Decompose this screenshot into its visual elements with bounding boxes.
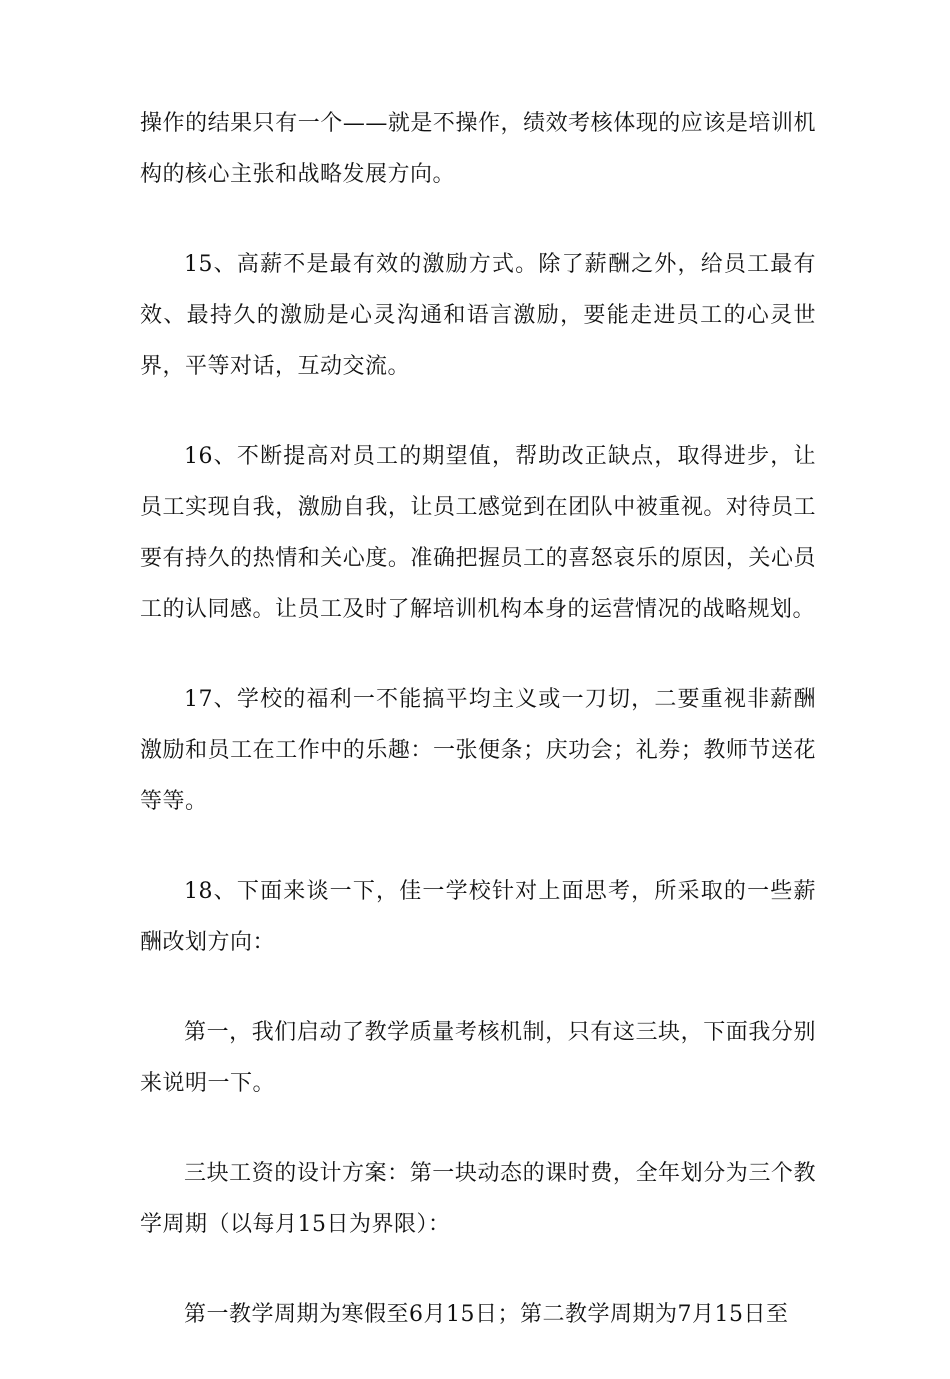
- paragraph-15: 15、高薪不是最有效的激励方式。除了薪酬之外，给员工最有效、最持久的激励是心灵沟通和语言激励，要能走进员工的心灵世界，平等对话，互动交流。: [140, 252, 816, 379]
- document-body: [140, 98, 816, 1379]
- paragraph-18: 18、下面来谈一下，佳一学校针对上面思考，所采取的一些薪酬改划方向：: [140, 879, 816, 955]
- paragraph-first-point: 第一，我们启动了教学质量考核机制，只有这三块，下面我分别来说明一下。: [140, 1020, 816, 1096]
- paragraph-16: 16、不断提高对员工的期望值，帮助改正缺点，取得进步，让员工实现自我，激励自我，让员工感觉到在团队中被重视。对待员工要有持久的热情和关心度。准确把握员工的喜怒哀乐的原因，关心员工的认同感。让员工及时了解培训机构本身的运营情况的战略规划。: [140, 444, 816, 622]
- paragraph-teaching-cycles: 第一教学周期为寒假至6月15日；第二教学周期为7月15日至: [184, 1302, 789, 1327]
- paragraph-17: 17、学校的福利一不能搞平均主义或一刀切，二要重视非薪酬激励和员工在工作中的乐趣：一张便条；庆功会；礼券；教师节送花等等。: [140, 687, 816, 814]
- paragraph-continuation: 操作的结果只有一个——就是不操作，绩效考核体现的应该是培训机构的核心主张和战略发展方向。: [140, 111, 816, 187]
- paragraph-salary-plan: 三块工资的设计方案：第一块动态的课时费，全年划分为三个教学周期（以每月15日为界限）：: [140, 1161, 816, 1237]
